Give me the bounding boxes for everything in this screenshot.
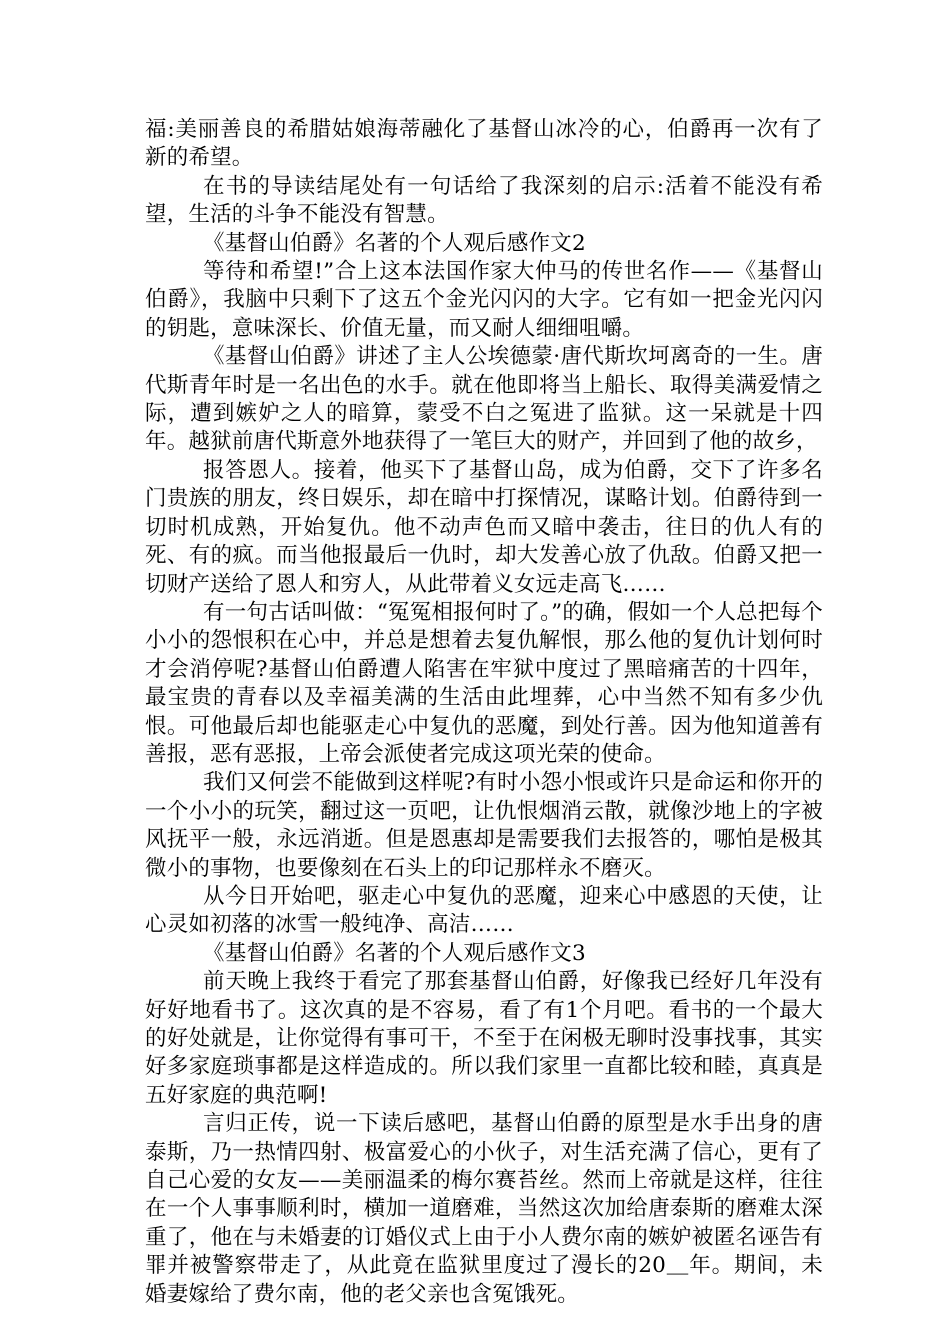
section-heading: 《基督山伯爵》名著的个人观后感作文3 [203, 940, 586, 966]
document-body [145, 116, 823, 1309]
paragraph: 在书的导读结尾处有一句话给了我深刻的启示:活着不能没有希望，生活的斗争不能没有智慧。 [145, 173, 823, 228]
paragraph: 从今日开始吧，驱走心中复仇的恶魔，迎来心中感恩的天使，让心灵如初落的冰雪一般纯净、高洁…… [145, 883, 823, 938]
paragraph: 前天晚上我终于看完了那套基督山伯爵，好像我已经好几年没有好好地看书了。这次真的是不容易，看了有1个月吧。看书的一个最大的好处就是，让你觉得有事可干，不至于在闲极无聊时没事找事，其实好多家庭琐事都是这样造成的。所以我们家里一直都比较和睦，真真是五好家庭的典范啊! [145, 969, 823, 1108]
paragraph: 报答恩人。接着，他买下了基督山岛，成为伯爵，交下了许多名门贵族的朋友，终日娱乐，却在暗中打探情况，谋略计划。伯爵待到一切时机成熟，开始复仇。他不动声色而又暗中袭击，往日的仇人有的死、有的疯。而当他报最后一仇时，却大发善心放了仇敌。伯爵又把一切财产送给了恩人和穷人，从此带着义女远走高飞…… [145, 457, 823, 597]
paragraph: 言归正传，说一下读后感吧，基督山伯爵的原型是水手出身的唐泰斯，乃一热情四射、极富爱心的小伙子，对生活充满了信心，更有了自己心爱的女友——美丽温柔的梅尔赛苔丝。然而上帝就是这样，往往在一个人事事顺利时，横加一道磨难，当然这次加给唐泰斯的磨难太深重了，他在与未婚妻的订婚仪式上由于小人费尔南的嫉妒被匿名诬告有罪并被警察带走了，从此竟在监狱里度过了漫长的20＿年。期间，未婚妻嫁给了费尔南，他的老父亲也含冤饿死。 [145, 1111, 823, 1307]
paragraph: 我们又何尝不能做到这样呢?有时小怨小恨或许只是命运和你开的一个小小的玩笑，翻过这一页吧，让仇恨烟消云散，就像沙地上的字被风抚平一般，永远消逝。但是恩惠却是需要我们去报答的，哪怕是极其微小的事物，也要像刻在石头上的印记那样永不磨灭。 [145, 770, 823, 881]
paragraph: 有一句古话叫做：“冤冤相报何时了。”的确，假如一个人总把每个小小的怨恨积在心中，并总是想着去复仇解恨，那么他的复仇计划何时才会消停呢?基督山伯爵遭人陷害在牢狱中度过了黑暗痛苦的十四年，最宝贵的青春以及幸福美满的生活由此埋葬，心中当然不知有多少仇恨。可他最后却也能驱走心中复仇的恶魔，到处行善。因为他知道善有善报，恶有恶报，上帝会派使者完成这项光荣的使命。 [145, 599, 823, 767]
paragraph: 福:美丽善良的希腊姑娘海蒂融化了基督山冰冷的心，伯爵再一次有了新的希望。 [145, 117, 823, 171]
paragraph: 《基督山伯爵》讲述了主人公埃德蒙·唐代斯坎坷离奇的一生。唐代斯青年时是一名出色的水手。就在他即将当上船长、取得美满爱情之际，遭到嫉妒之人的暗算，蒙受不白之冤进了监狱。这一呆就是十四年。越狱前唐代斯意外地获得了一笔巨大的财产，并回到了他的故乡， [145, 344, 823, 455]
section-heading: 《基督山伯爵》名著的个人观后感作文2 [203, 230, 586, 256]
paragraph: 等待和希望!”合上这本法国作家大仲马的传世名作——《基督山伯爵》，我脑中只剩下了这五个金光闪闪的大字。它有如一把金光闪闪的钥匙，意味深长、价值无量，而又耐人细细咀嚼。 [145, 259, 823, 341]
